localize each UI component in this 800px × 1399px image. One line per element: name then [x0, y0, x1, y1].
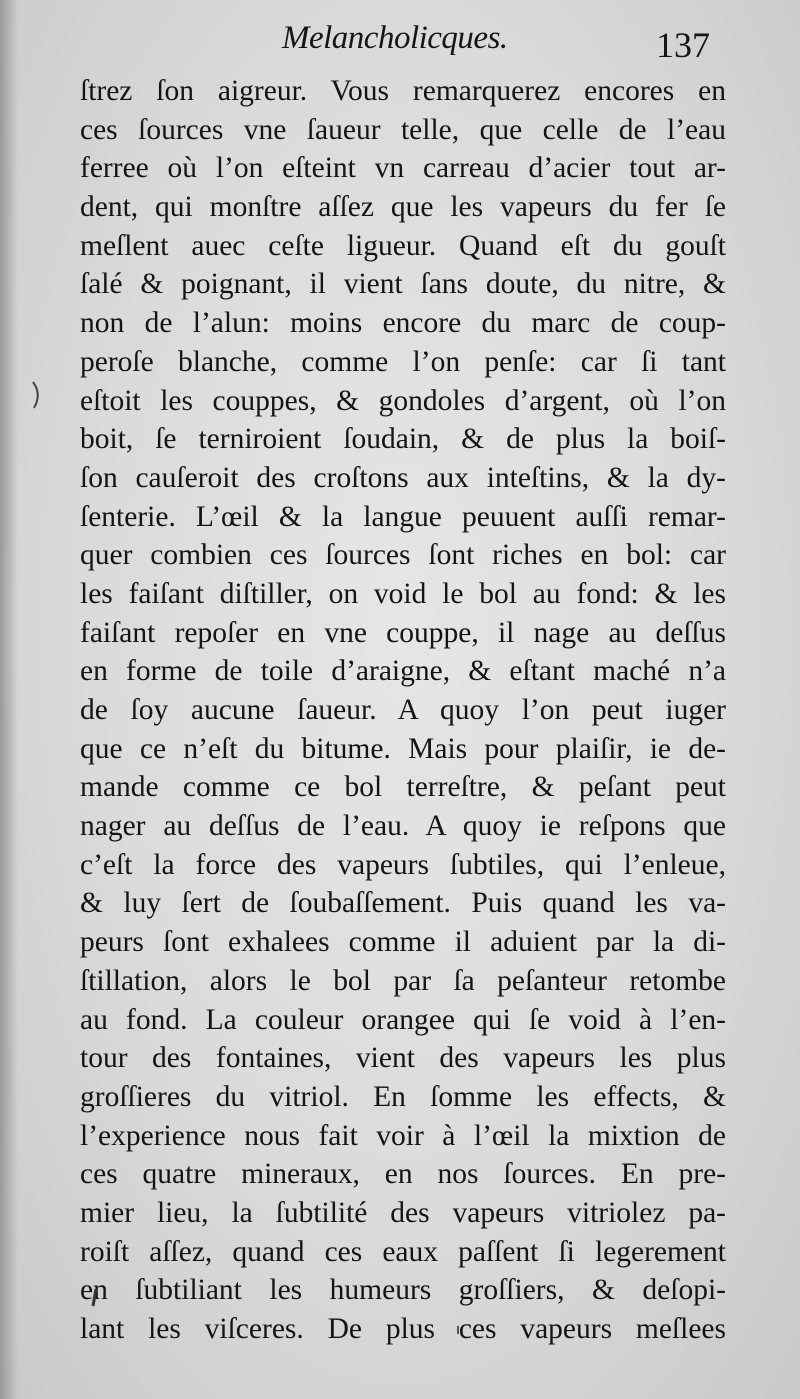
text-line: en forme de toile d’araigne, & eſtant maché n’a	[80, 655, 726, 688]
text-line: de ſoy aucune ſaueur. A quoy l’on peut iuger	[80, 694, 726, 726]
text-line: quer combien ces ſources ſont riches en bol: car	[80, 539, 726, 572]
text-line: mier lieu, la ſubtilité des vapeurs vitriolez pa-	[80, 1196, 726, 1229]
text-line: au fond. La couleur orangee qui ſe void à l’en-	[80, 1003, 726, 1036]
ink-speck	[455, 1325, 461, 1335]
text-line: tour des fontaines, vient des vapeurs les plus	[80, 1042, 726, 1075]
text-line: non de l’alun: moins encore du marc de coup-	[80, 307, 726, 340]
text-line: peroſe blanche, comme l’on penſe: car ſi tant	[80, 345, 726, 378]
text-line: dent, qui monſtre aſſez que les vapeurs du fer ſe	[80, 191, 726, 224]
text-line: l’experience nous fait voir à l’œil la mixtion de	[80, 1119, 726, 1152]
text-line: eſtoit les couppes, & gondoles d’argent, où l’on	[80, 384, 726, 417]
text-line: que ce n’eſt du bitume. Mais pour plaiſir, ie de-	[80, 732, 726, 765]
margin-mark	[30, 380, 44, 410]
text-line: ſtillation, alors le bol par ſa peſanteur retombe	[80, 964, 726, 997]
running-head: Melancholicques.	[282, 20, 508, 56]
text-line: les faiſant diſtiller, on void le bol au fond: & les	[80, 577, 726, 610]
text-line: mande comme ce bol terreſtre, & peſant peut	[80, 771, 726, 804]
text-line: & luy ſert de ſoubaſſement. Puis quand les va-	[80, 887, 726, 920]
text-line: boit, ſe terniroient ſoudain, & de plus la boiſ-	[80, 423, 726, 456]
text-line: faiſant repoſer en vne couppe, il nage au deſſus	[80, 616, 726, 649]
text-line: ferree où l’on eſteint vn carreau d’acier tout ar-	[80, 152, 726, 185]
text-line: ſalé & poignant, il vient ſans doute, du nitre, &	[80, 268, 726, 301]
ink-speck	[90, 1288, 100, 1308]
text-line: ces ſources vne ſaueur telle, que celle de l’eau	[80, 113, 726, 146]
text-line: nager au deſſus de l’eau. A quoy ie reſpons que	[80, 810, 726, 843]
page-number: 137	[656, 25, 710, 65]
text-line: meſlent auec ceſte ligueur. Quand eſt du gouſt	[80, 229, 726, 262]
text-line: groſſieres du vitriol. En ſomme les effects, &	[80, 1080, 726, 1113]
text-line: lant les viſceres. De plus ces vapeurs meſlees	[80, 1313, 726, 1345]
text-line: ſenterie. L’œil & la langue peuuent auſſi remar-	[80, 500, 726, 533]
text-line: ſon cauſeroit des croſtons aux inteſtins, & la dy-	[80, 461, 726, 494]
text-line: ſtrez ſon aigreur. Vous remarquerez encores en	[80, 75, 726, 107]
text-line: roiſt aſſez, quand ces eaux paſſent ſi legerement	[80, 1235, 726, 1268]
body-text	[80, 72, 726, 1349]
text-line: c’eſt la force des vapeurs ſubtiles, qui l’enleue,	[80, 848, 726, 881]
text-line: ces quatre mineraux, en nos ſources. En pre-	[80, 1158, 726, 1191]
text-line: peurs ſont exhalees comme il aduient par la di-	[80, 926, 726, 959]
text-line: en ſubtiliant les humeurs groſſiers, & deſopi-	[80, 1274, 726, 1307]
spine-shadow	[0, 0, 18, 1399]
